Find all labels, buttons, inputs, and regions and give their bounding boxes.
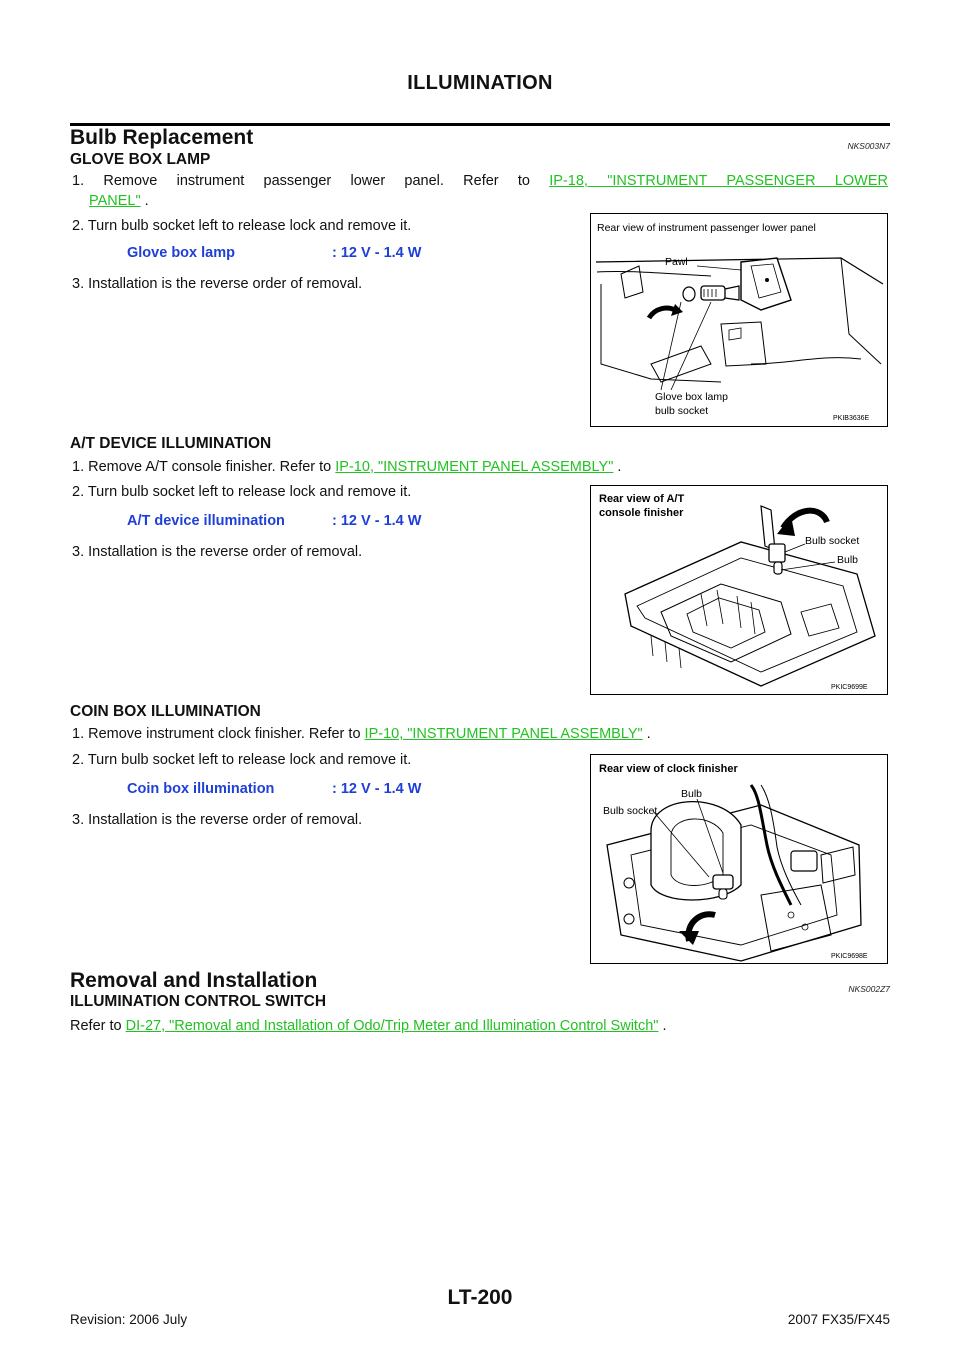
figure-caption: Rear view of clock finisher <box>599 763 738 775</box>
figure-label-socket-line1: Glove box lamp <box>655 391 728 403</box>
spec-value: : 12 V - 1.4 W <box>332 245 422 261</box>
at-device-illustration <box>591 486 887 694</box>
step-2: 2. Turn bulb socket left to release lock and remove it. <box>72 218 412 234</box>
subsection-title-at-device-illumination: A/T DEVICE ILLUMINATION <box>70 435 272 452</box>
step-3: 3. Installation is the reverse order of removal. <box>72 276 363 292</box>
footer-page-number: LT-200 <box>447 1286 513 1309</box>
reference-end: . <box>658 1018 667 1034</box>
step-1 <box>72 457 621 477</box>
figure-at-device-illumination <box>590 485 888 695</box>
reference-link-ip-10[interactable]: IP-10, "INSTRUMENT PANEL ASSEMBLY" <box>364 726 643 742</box>
figure-label-bulb: Bulb <box>837 554 859 566</box>
spec-label: Glove box lamp <box>127 245 235 261</box>
step-end: . <box>642 726 651 742</box>
step-3: 3. Installation is the reverse order of removal. <box>72 812 363 828</box>
reference-prefix: Refer to <box>70 1018 126 1034</box>
spec-coin-box-illumination <box>127 781 422 797</box>
reference-text <box>70 1016 666 1036</box>
step-1 <box>72 724 651 744</box>
page-title: ILLUMINATION <box>407 72 553 94</box>
spec-value: : 12 V - 1.4 W <box>332 513 422 529</box>
coin-box-illustration <box>591 755 887 963</box>
reference-link-ip-18-cont[interactable]: PANEL" <box>89 193 141 209</box>
footer-revision: Revision: 2006 July <box>70 1312 188 1327</box>
section-title-bulb-replacement: Bulb Replacement <box>70 126 254 149</box>
step-end: . <box>613 459 622 475</box>
step-end: . <box>140 193 149 209</box>
subsection-title-glove-box-lamp: GLOVE BOX LAMP <box>70 151 211 168</box>
figure-caption-line2: console finisher <box>599 507 684 519</box>
subsection-title-illumination-control-switch: ILLUMINATION CONTROL SWITCH <box>70 993 327 1010</box>
reference-link-di-27[interactable]: DI-27, "Removal and Installation of Odo/Trip Meter and Illumination Control Switch" <box>125 1018 659 1034</box>
spec-label: A/T device illumination <box>127 513 285 529</box>
figure-code: PKIC9698E <box>831 953 868 960</box>
step-2: 2. Turn bulb socket left to release lock and remove it. <box>72 752 412 768</box>
spec-at-device-illumination <box>127 513 422 529</box>
step-1-continuation <box>89 191 149 211</box>
section-code: NKS003N7 <box>847 141 890 151</box>
step-1 <box>72 171 888 191</box>
figure-label-pawl: Pawl <box>665 256 688 268</box>
figure-glove-box-lamp <box>590 213 888 427</box>
reference-link-ip-18[interactable]: IP-18, "INSTRUMENT PASSENGER LOWER <box>549 173 888 189</box>
footer-model: 2007 FX35/FX45 <box>787 1312 890 1327</box>
glove-box-illustration <box>591 214 887 426</box>
step-text: 1. Remove A/T console finisher. Refer to <box>72 459 336 475</box>
figure-label-bulb-socket: Bulb socket <box>805 535 860 547</box>
step-3: 3. Installation is the reverse order of removal. <box>72 544 363 560</box>
figure-label-bulb-socket: Bulb socket <box>603 805 658 817</box>
step-text: 1. Remove instrument passenger lower panel. Refer to <box>72 173 530 189</box>
step-2: 2. Turn bulb socket left to release lock and remove it. <box>72 484 412 500</box>
figure-caption-line1: Rear view of A/T <box>599 493 685 505</box>
spec-label: Coin box illumination <box>127 781 275 797</box>
figure-code: PKIC9699E <box>831 684 868 691</box>
spec-value: : 12 V - 1.4 W <box>332 781 422 797</box>
figure-code: PKIB3636E <box>833 415 870 422</box>
figure-label-bulb: Bulb <box>681 788 703 800</box>
section-code: NKS002Z7 <box>848 984 890 994</box>
section-title-removal-and-installation: Removal and Installation <box>70 969 318 992</box>
figure-label-socket-line2: bulb socket <box>655 405 709 417</box>
spec-glove-box-lamp <box>127 245 422 261</box>
figure-coin-box-illumination <box>590 754 888 964</box>
figure-caption: Rear view of instrument passenger lower panel <box>597 222 816 234</box>
step-text: 1. Remove instrument clock finisher. Refer to <box>72 726 365 742</box>
reference-link-ip-10[interactable]: IP-10, "INSTRUMENT PANEL ASSEMBLY" <box>335 459 614 475</box>
subsection-title-coin-box-illumination: COIN BOX ILLUMINATION <box>70 703 261 720</box>
